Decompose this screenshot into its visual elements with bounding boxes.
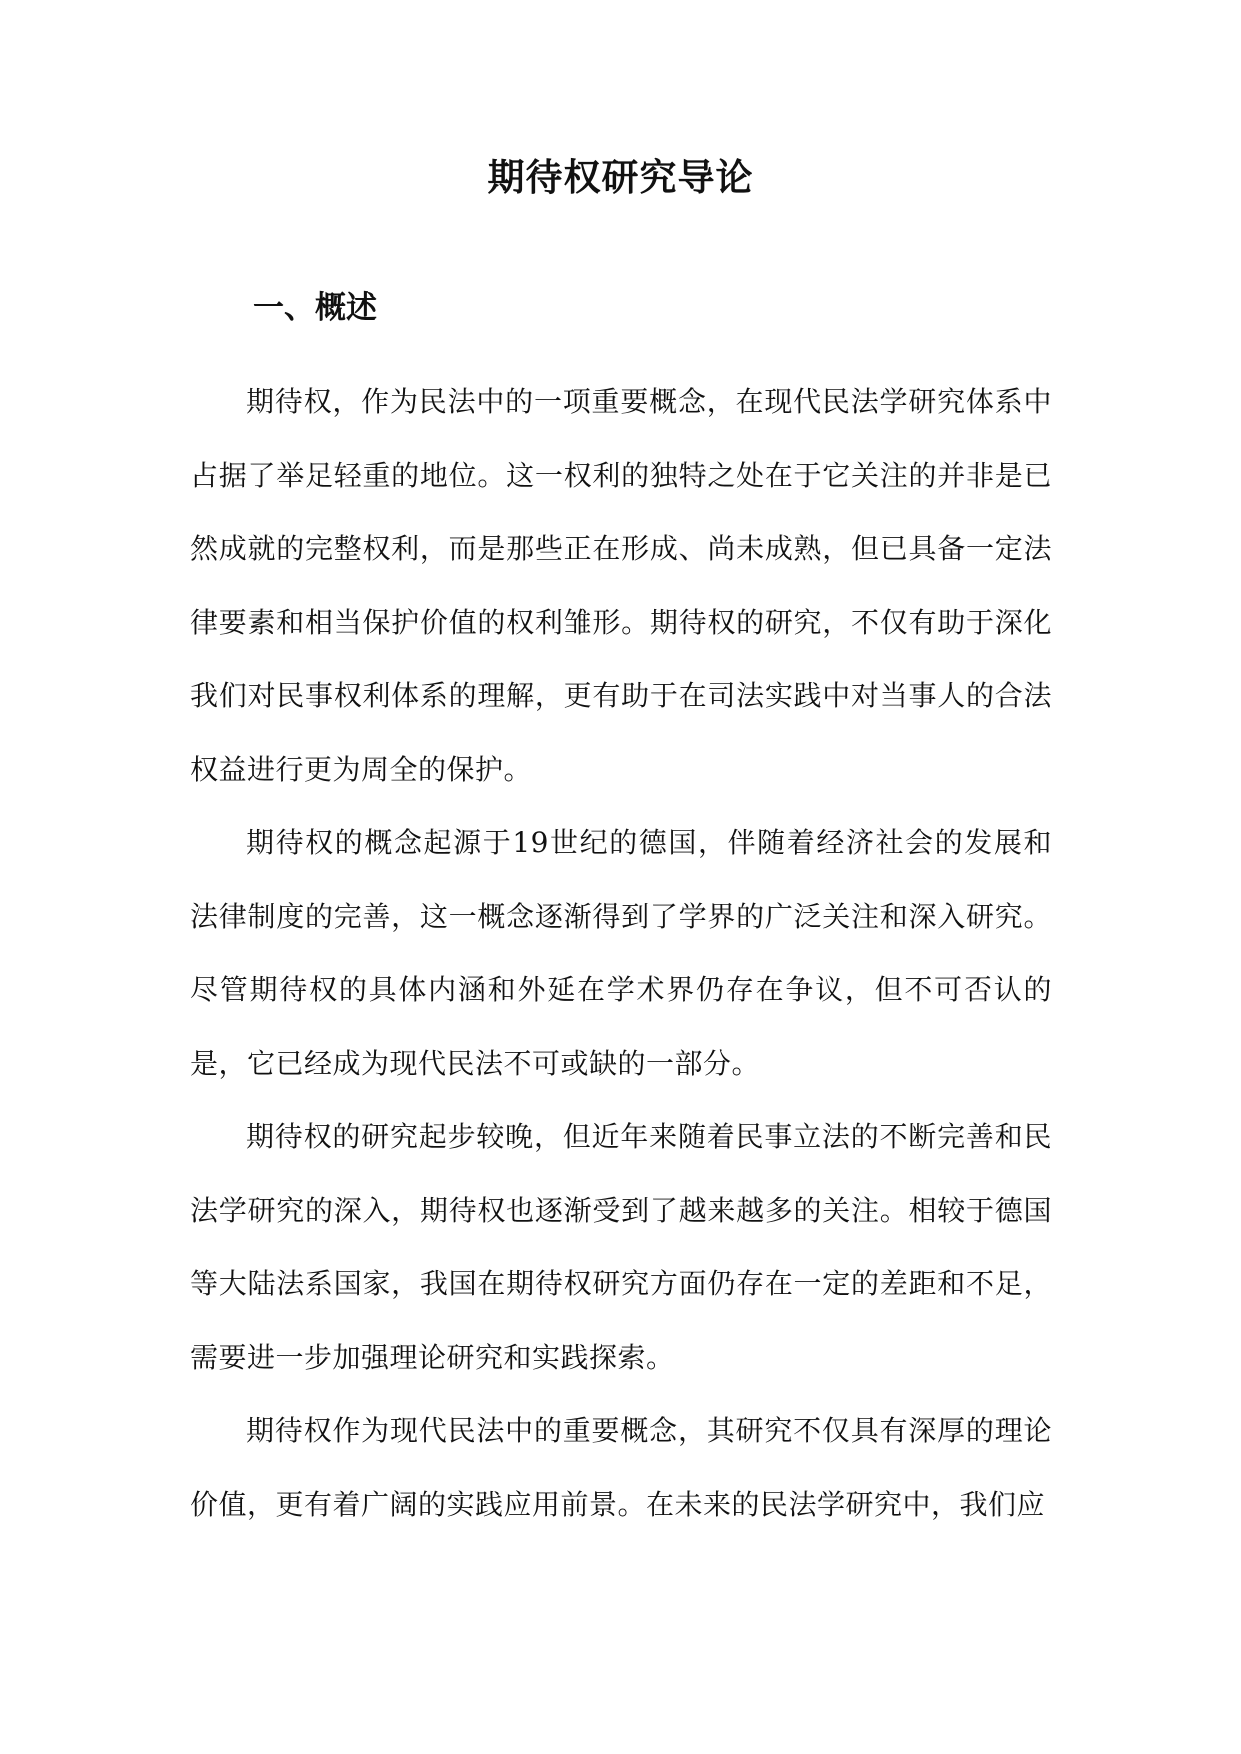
section-heading: 一、概述 xyxy=(253,290,377,326)
paragraph: 期待权，作为民法中的一项重要概念，在现代民法学研究体系中占据了举足轻重的地位。这一权利的独特之处在于它关注的并非是已然成就的完整权利，而是那些正在形成、尚未成熟，但已具备一定法律要素和相当保护价值的权利雏形。期待权的研究，不仅有助于深化我们对民事权利体系的理解，更有助于在司法实践中对当事人的合法权益进行更为周全的保护。 xyxy=(190,385,1052,786)
paragraph: 期待权作为现代民法中的重要概念，其研究不仅具有深厚的理论价值，更有着广阔的实践应用前景。在未来的民法学研究中，我们应 xyxy=(190,1414,1052,1521)
paragraph: 期待权的研究起步较晚，但近年来随着民事立法的不断完善和民法学研究的深入，期待权也逐渐受到了越来越多的关注。相较于德国等大陆法系国家，我国在期待权研究方面仍存在一定的差距和不足，需要进一步加强理论研究和实践探索。 xyxy=(190,1120,1052,1374)
paragraph: 期待权的概念起源于19世纪的德国，伴随着经济社会的发展和法律制度的完善，这一概念逐渐得到了学界的广泛关注和深入研究。尽管期待权的具体内涵和外延在学术界仍存在争议，但不可否认的是，它已经成为现代民法不可或缺的一部分。 xyxy=(190,826,1052,1080)
document-title: 期待权研究导论 xyxy=(487,156,754,199)
body-text xyxy=(190,365,1052,1541)
